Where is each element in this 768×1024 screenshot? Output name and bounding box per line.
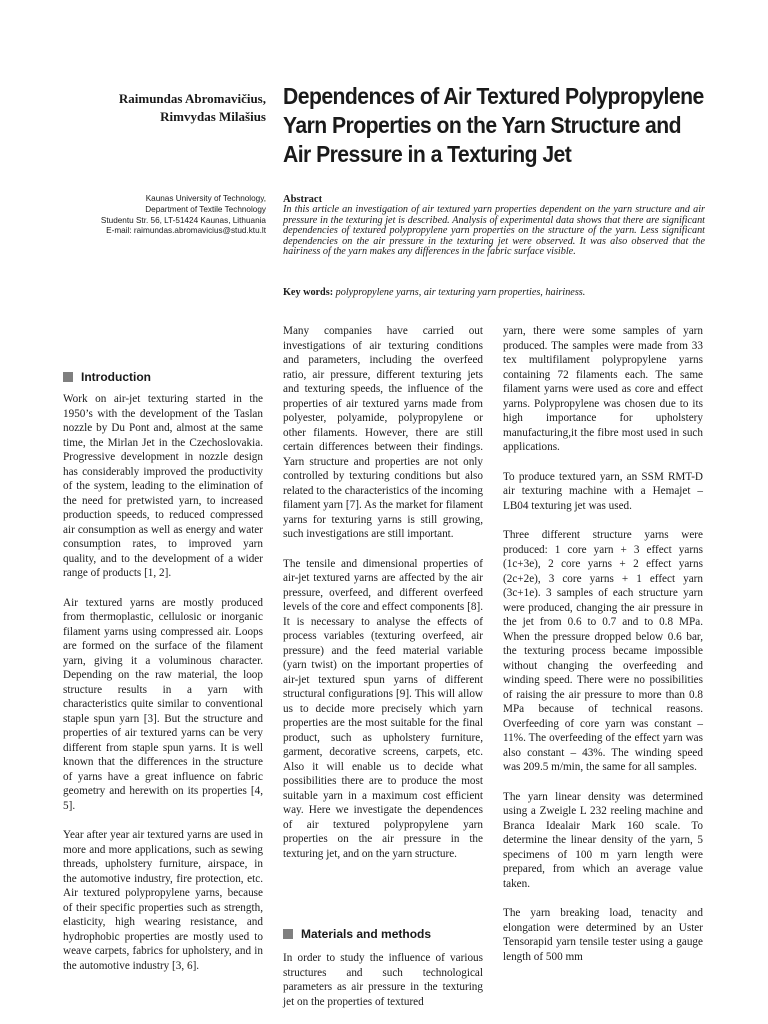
- paragraph: In order to study the influence of various structures and such technological parameters as air pressure in the texturing jet on the properties of textured: [283, 952, 483, 1008]
- paragraph: Three different structure yarns were produced: 1 core yarn + 3 effect yarns (1c+3e), 2 core yarns + 2 effect yarns (2c+2e), 3 core yarns + 1 effect yarn (3c+1e). 3 samples of each structure yarn were produced, changing the air pressure in the jet from 0.6 to 0.7 and to 0.8 MPa. When the pressure dropped below 0.6 bar, the texturing process became impossible without changing the overfeeding and winding speed. There were no possibilities of raising the air pressure to more than 0.8 MPa because of technical reasons. Overfeeding of core yarn was constant – 11%. The overfeeding of the effect yarn was also constant – 43%. The winding speed was 209.5 m/min, the same for all samples.: [503, 529, 703, 773]
- section-marker-icon: [63, 372, 73, 382]
- paper-title: [283, 82, 704, 169]
- title-line: Dependences of Air Textured Polypropylene: [283, 83, 704, 109]
- keywords-value: polypropylene yarns, air texturing yarn properties, hairiness.: [335, 287, 586, 298]
- author-name: Rimvydas Milašius: [160, 109, 266, 124]
- affiliation-email[interactable]: E-mail: raimundas.abromavicius@stud.ktu.lt: [106, 226, 266, 236]
- section-title: Introduction: [81, 370, 151, 384]
- column-3: [503, 324, 703, 979]
- column-1: [63, 392, 263, 988]
- affiliation-line: Studentu Str. 56, LT-51424 Kaunas, Lithuania: [100, 215, 266, 225]
- abstract-heading: Abstract: [283, 194, 323, 205]
- keywords-label: Key words:: [283, 287, 334, 298]
- paragraph: Many companies have carried out investigations of air texturing conditions and parameters, including the overfeed ratio, air pressure, different texturing jets and texturing speeds, the influence of the properties of air textured yarns made from polyester, polyamide, polypropylene or other filaments. However, there are still certain differences between their findings. Yarn structure and properties are not only controlled by texturing conditions but also related to the characteristics of the incoming filament yarn [7]. As the market for filament yarns for texturing yarns is still growing, such investigations are still important.: [283, 325, 483, 540]
- affiliation-line: Kaunas University of Technology,: [145, 194, 266, 203]
- keywords: [283, 287, 705, 299]
- paragraph: Year after year air textured yarns are used in more and more applications, such as sewing threads, upholstery furniture, airspace, in the automotive industry, fire protection, etc. Air textured polypropylene yarns, because of their specific properties such as strength, elasticity, high wearing resistance, and hydrophobic properties are mostly used to weave carpets, fabrics for upholstery, and in the automotive industry [3, 6].: [63, 829, 263, 972]
- author-name: Raimundas Abromavičius,: [118, 91, 266, 106]
- section-heading-materials: [283, 926, 431, 942]
- paragraph: To produce textured yarn, an SSM RMT-D air texturing machine with a Hemajet – LB04 texturing jet was used.: [503, 470, 703, 512]
- section-heading-introduction: [63, 369, 151, 385]
- column-2: [283, 324, 483, 876]
- paragraph: Work on air-jet texturing started in the 1950’s with the development of the Taslan nozzle by Du Pont and, almost at the same time, the Mirlan Jet in the Czechoslovakia. Progressive development in nozzle design has considerably improved the productivity of the system, leading to the elimination of the need for pretwisted yarn, to increased production speeds, to reduced compressed air consumption as well as energy and water consumption rates, to improved yarn quality, and to the development of a wider range of products [1, 2].: [63, 393, 263, 579]
- section-marker-icon: [283, 929, 293, 939]
- paragraph: The tensile and dimensional properties of air-jet textured yarns are affected by the air pressure, overfeed, and different overfeed levels of the core and effect components [8]. It is necessary to analyse the effects of process variables (texturing overfeed, air pressure) and the feed material variable (yarn twist) on the important properties of air-jet textured spun yarns of different structural configurations [9]. This will allow us to decide more precisely which yarn properties are the most suitable for the final product, such as upholstery furniture, garment, decorative screens, carpets, etc. Also it will enable us to decide what possibilities there are to produce the most suitable yarn in a maximum cost efficient way. Here we investigate the dependences of air textured polypropylene yarn properties on the air pressure in the texturing jet, and on the yarn structure.: [283, 557, 483, 860]
- affiliation: [60, 194, 266, 237]
- abstract: [283, 194, 705, 258]
- affiliation-line: Department of Textile Technology: [145, 204, 266, 214]
- section-title: Materials and methods: [301, 927, 432, 941]
- paragraph: The yarn linear density was determined using a Zweigle L 232 reeling machine and Branca Idealair Mark 160 scale. To determine the linear density of the yarn, 5 specimens of 100 m yarn length were prepared, from which an average value taken.: [503, 790, 703, 890]
- paragraph: The yarn breaking load, tenacity and elongation were determined by an Uster Tensorapid yarn tensile tester using a gauge length of 500 mm: [503, 907, 703, 963]
- title-line: Air Pressure in a Texturing Jet: [283, 141, 572, 167]
- paragraph: Air textured yarns are mostly produced from thermoplastic, cellulosic or inorganic filament yarns using compressed air. Loops are formed on the surface of the filament yarn, giving it a voluminous character. Depending on the raw material, the loop structure results in a yarn with characteristics quite similar to conventional staple spun yarn [3]. But the structure and properties of air textured yarns can be very different from staple spun yarns. It is well known that the differences in the structure of yarns have a great influence on fabric geometry and herewith on its properties [4, 5].: [63, 596, 263, 812]
- abstract-text: In this article an investigation of air textured yarn properties dependent on the yarn structure and air pressure in the texturing jet is described. Analysis of experimental data shows that there are significant dependencies of textured polypropylene yarn properties on the structure of the yarn. Less significant dependencies on the air pressure in the texturing jet were observed. It was also observed that the hairiness of the yarn makes any differences in the fabric surface visible.: [283, 204, 705, 258]
- authors: [60, 90, 266, 126]
- title-line: Yarn Properties on the Yarn Structure and: [283, 112, 681, 138]
- paragraph: yarn, there were some samples of yarn produced. The samples were made from 33 tex multifilament polypropylene yarns containing 72 filaments each. The same filament yarns were used as core and effect yarns. Polypropylene was chosen due to its high importance for upholstery manufacturing,it the fibre most used in such applications.: [503, 325, 703, 453]
- column-2-continued: [283, 951, 483, 1024]
